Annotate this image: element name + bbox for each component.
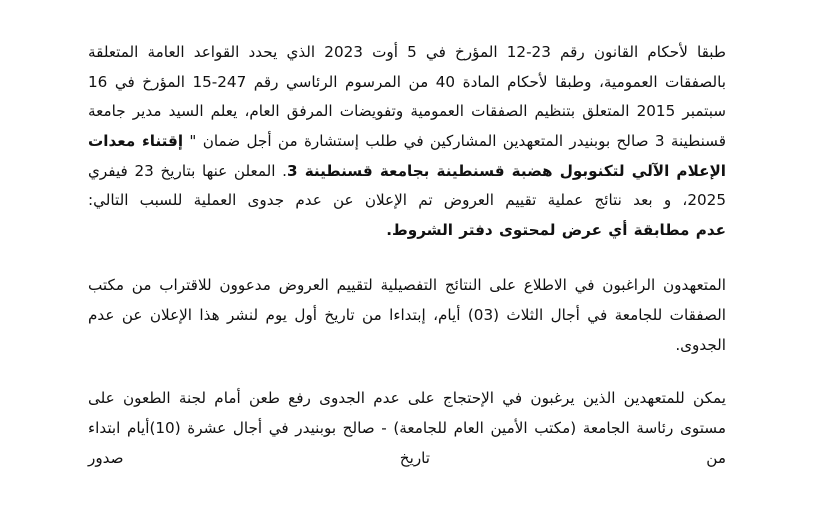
paragraph-consultation-invitation: [88, 271, 726, 360]
text-run: . المعلن عنها بتاريخ 23 فيفري 2025، و بعد نتائج عملية تقييم العروض تم الإعلان عن عدم جدوى العملية للسبب التالي:: [88, 161, 726, 210]
text-run: طبقا لأحكام القانون رقم 23-12 المؤرخ في 5 أوت 2023 الذي يحدد القواعد العامة المتعلقة بالصفقات العمومية، وطبقا لأحكام المادة 40 من المرسوم الرئاسي رقم 247-15 المؤرخ في 16 سبتمبر 2015 المتعلق بتنظيم الصفقات العمومية وتفويضات المرفق العام، يعلم السيد مدير جامعة قسنطينة 3 صالح بوبنيدر المتعهدين المشاركين في طلب إستشارة من أجل ضمان ": [88, 43, 727, 150]
text-run: المتعهدون الراغبون في الاطلاع على النتائج التفصيلية لتقييم العروض مدعوون للاقتراب من مكتب الصفقات للجامعة في أجال الثلاث (03) أيام، إبتداءا من تاريخ أول يوم لنشر هذا الإعلان عن عدم الجدوى.: [88, 276, 726, 354]
text-run-bold-subject: إقتناء معدات الإعلام الآلي لتكنوبول هضبة قسنطينة بجامعة قسنطينة 3: [88, 131, 726, 180]
text-run: يمكن للمتعهدين الذين يرغبون في الإحتجاج على عدم الجدوى رفع طعن أمام لجنة الطعون على مستوى رئاسة الجامعة (مكتب الأمين العام للجامعة) - صالح بوبنيدر في أجال عشرة (10)أيام ابتداء من تاريخ صدور: [88, 389, 726, 467]
paragraph-appeal-procedure: [88, 384, 726, 473]
paragraph-annulment-notice: [88, 38, 726, 245]
text-run-bold-reason: عدم مطابقة أي عرض لمحتوى دفتر الشروط.: [386, 220, 726, 239]
